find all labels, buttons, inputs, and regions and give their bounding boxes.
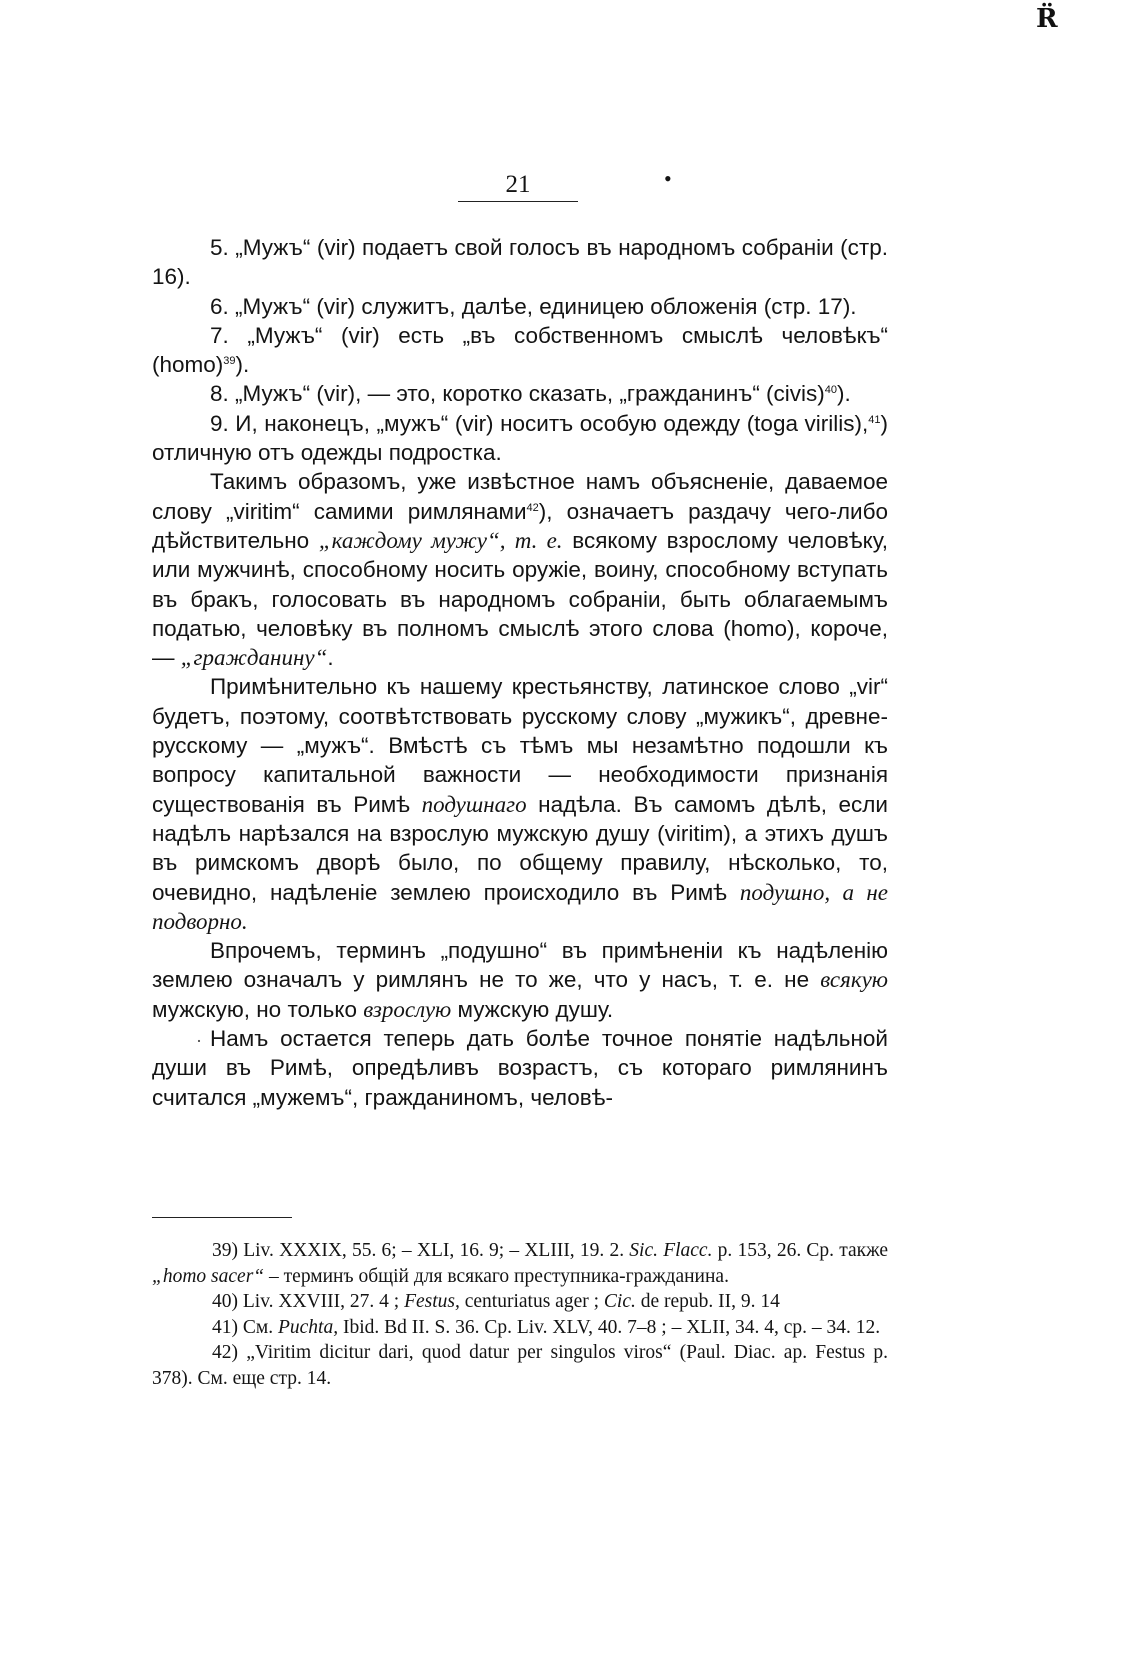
- paragraph-podushno: Впрочемъ, терминъ „подушно“ въ примѣненіи къ надѣленію землею означалъ у римлянъ не то же, что у насъ, т. е. не всякую мужскую, но только взрослую мужскую душу.: [152, 938, 888, 1022]
- paragraph-viritim: Такимъ образомъ, уже извѣстное намъ объясненіе, даваемое слову „viritim“ самими римлянами$^{42}$), означаетъ раздачу чего-либо дѣйствительно „каждому мужу“, т. е. всякому взрослому человѣку, или мужчинѣ, способному носить оружіе, воину, способному вступать въ бракъ, голосовать въ народномъ собраніи, быть облагаемымъ податью, человѣку въ полномъ смыслѣ этого слова (homo), короче, — „гражданину“.: [152, 469, 888, 671]
- emphasis-text: взрослую: [363, 996, 452, 1022]
- page-number-rule: [458, 201, 578, 202]
- stray-dot-mark: •: [664, 166, 672, 191]
- list-item-7: 7. „Мужъ“ (vir) есть „въ собственномъ смыслѣ человѣкъ“ (homo)$^{39}$).: [152, 322, 888, 378]
- paragraph-age: Намъ остается теперь дать болѣе точное понятіе надѣльной души въ Римѣ, опредѣливъ возрастъ, съ котораго римлянинъ считался „мужемъ“, гражданиномъ, человѣ-: [152, 1026, 888, 1110]
- footnote-40: 40) Liv. XXVIII, 27. 4 ; Festus, centuriatus ager ; Cic. de repub. II, 9. 14: [212, 1291, 780, 1312]
- list-item-5: 5. „Мужъ“ (vir) подаетъ свой голосъ въ народномъ собраніи (стр. 16).: [152, 235, 888, 290]
- main-text: [152, 233, 888, 1112]
- footnote-41: 41) См. Puchta, Ibid. Bd II. S. 36. Ср. Liv. XLV, 40. 7–8 ; – XLII, 34. 4, ср. – 34. 12.: [212, 1316, 881, 1338]
- corner-stamp-mark: R̈: [1036, 4, 1058, 34]
- footnote-39: 39) Liv. XXXIX, 55. 6; – XLI, 16. 9; – XLIII, 19. 2. Sic. Flacc. p. 153, 26. Ср. также „homo sacer“ – терминъ общій для всякаго преступника-гражданина.: [152, 1240, 888, 1287]
- list-item-6: 6. „Мужъ“ (vir) служитъ, далѣе, единицею обложенія (стр. 17).: [210, 293, 857, 319]
- paragraph-muzhik: Примѣнительно къ нашему крестьянству, латинское слово „vir“ будетъ, поэтому, соотвѣтствовать русскому слову „мужикъ“, древне-русскому — „мужъ“. Вмѣстѣ съ тѣмъ мы незамѣтно подошли къ вопросу капитальной важности — необходимости признанія существованія въ Римѣ подушнаго надѣла. Въ самомъ дѣлѣ, если надѣлъ нарѣзался на взрослую мужскую душу (viritim), а этихъ душъ въ римскомъ дворѣ было, по общему правилу, нѣсколько, то, очевидно, надѣленіе землею происходило въ Римѣ подушно, а не подворно.: [152, 674, 888, 934]
- margin-dot-mark: ·: [196, 1031, 202, 1051]
- footnote-separator: [152, 1217, 292, 1218]
- footnote-ref-40: 40: [824, 384, 838, 397]
- footnote-ref-42: 42: [526, 501, 539, 514]
- list-item-9: 9. И, наконецъ, „мужъ“ (vir) носитъ особую одежду (toga virilis),$^{41}$) отличную отъ одежды подростка.: [152, 410, 888, 466]
- footnotes: [152, 1238, 888, 1391]
- emphasis-text: подушно, а не подворно.: [152, 879, 888, 934]
- emphasis-text: подушнаго: [421, 791, 527, 817]
- footnote-ref-39: 39: [223, 355, 236, 368]
- list-item-8: 8. „Мужъ“ (vir), — это, коротко сказать, „гражданинъ“ (civis)$^{40}$).: [210, 381, 851, 407]
- emphasis-text: „каждому мужу“, т. е.: [318, 527, 563, 553]
- footnote-ref-41: 41: [868, 413, 881, 426]
- emphasis-text: всякую: [820, 967, 888, 993]
- page-number: 21: [505, 171, 531, 198]
- footnote-42: 42) „Viritim dicitur dari, quod datur per singulos viros“ (Paul. Diac. ap. Festus p. 378). См. еще стр. 14.: [152, 1342, 888, 1389]
- emphasis-text: „гражданину“: [180, 645, 328, 671]
